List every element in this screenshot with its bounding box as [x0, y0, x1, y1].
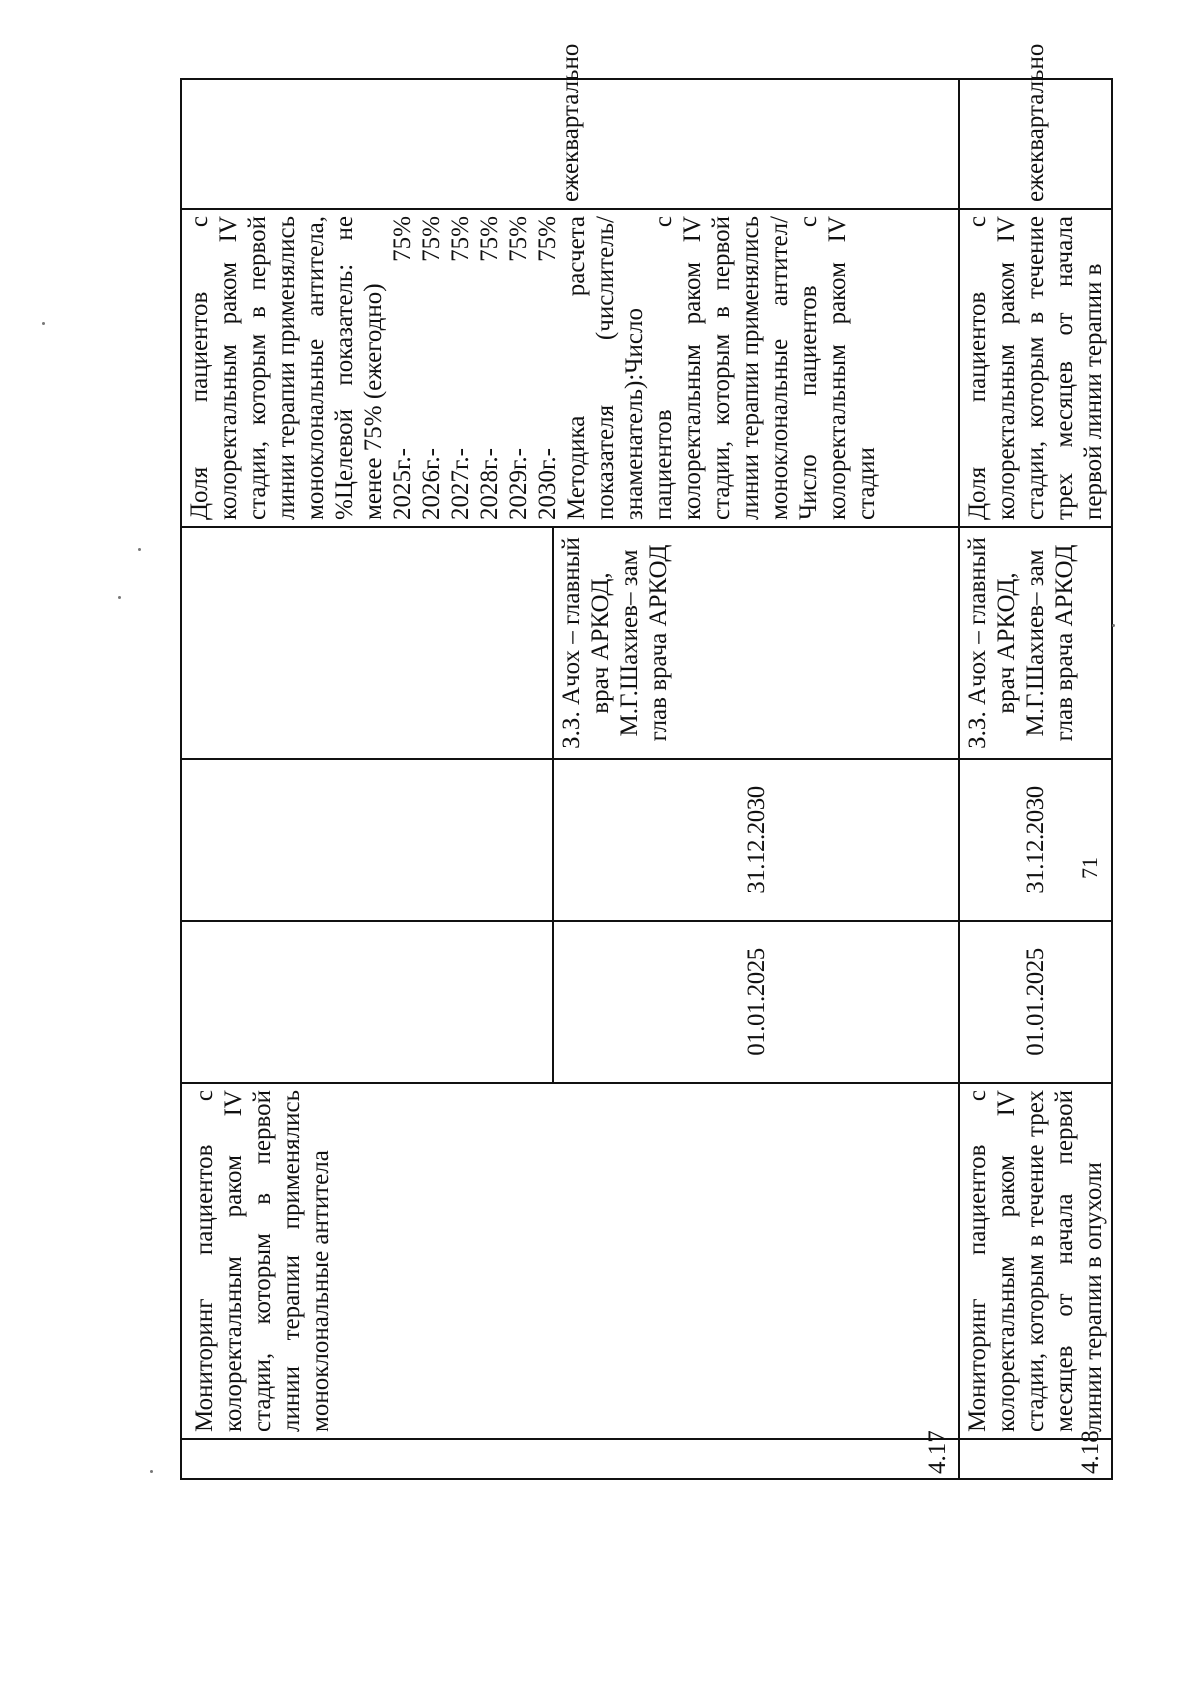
activity-cell: [181, 1083, 959, 1439]
activity-cell: [959, 1083, 1112, 1439]
target-line: 2028г.- 75%: [476, 216, 503, 520]
target-line: 2027г.- 75%: [447, 216, 474, 520]
row-number: 4.17: [181, 1439, 959, 1479]
responsible-cell: З.З. Ачох – главный врач АРКОД, М.Г.Шахиев– зам глав врача АРКОД: [553, 527, 959, 759]
frequency-cell: ежеквартально: [959, 79, 1112, 209]
indicator-intro: Доля пациентов с колоректальным раком IV стадии, которым в первой линии терапии применялись моноклональные антитела, %Целевой показатель: не менее 75% (ежегодно): [186, 216, 387, 520]
frequency-cell: ежеквартально: [181, 79, 959, 209]
end-date: 31.12.2030: [959, 759, 1112, 921]
responsible-cell: З.З. Ачох – главный врач АРКОД, М.Г.Шахиев– зам глав врача АРКОД: [959, 527, 1112, 759]
activity-text: Мониторинг пациентов с колоректальным раком IV стадии, которым в первой линии терапии применялись моноклональные антитела: [191, 1090, 334, 1432]
activity-text: Мониторинг пациентов с колоректальным раком IV стадии, которым в течение трех месяцев от начала первой линии терапии в опухоли: [964, 1090, 1107, 1432]
scan-speck: [118, 596, 121, 599]
scan-speck: [150, 1470, 153, 1473]
scan-speck: [42, 322, 45, 325]
start-date: 01.01.2025: [959, 921, 1112, 1083]
row-number: 4.18: [959, 1439, 1112, 1479]
table-row: [181, 79, 553, 1479]
indicator-cell: [181, 209, 959, 527]
page-number: 71: [1077, 857, 1102, 879]
indicator-cell: Доля пациентов с колоректальным раком IV стадии, которым в течение трех месяцев от начала первой линии терапии в: [959, 209, 1112, 527]
start-date: 01.01.2025: [553, 921, 959, 1083]
scan-speck: [138, 548, 141, 551]
target-line: 2025г.- 75%: [389, 216, 416, 520]
scan-speck: [1112, 624, 1115, 627]
calculation-method: Методика расчета показателя (числитель/знаменатель):Число пациентов с колоректальным раком IV стадии, которым в первой линии терапии применялись моноклональные антител/ Число пациентов с колоректальным раком IV стадии: [563, 216, 880, 520]
target-line: 2030г.- 75%: [534, 216, 561, 520]
measures-table: [180, 43, 1113, 1480]
table-row: [959, 79, 1112, 1479]
target-line: 2026г.- 75%: [418, 216, 445, 520]
targets-list: [388, 216, 562, 520]
end-date: 31.12.2030: [553, 759, 959, 921]
target-line: 2029г.- 75%: [505, 216, 532, 520]
